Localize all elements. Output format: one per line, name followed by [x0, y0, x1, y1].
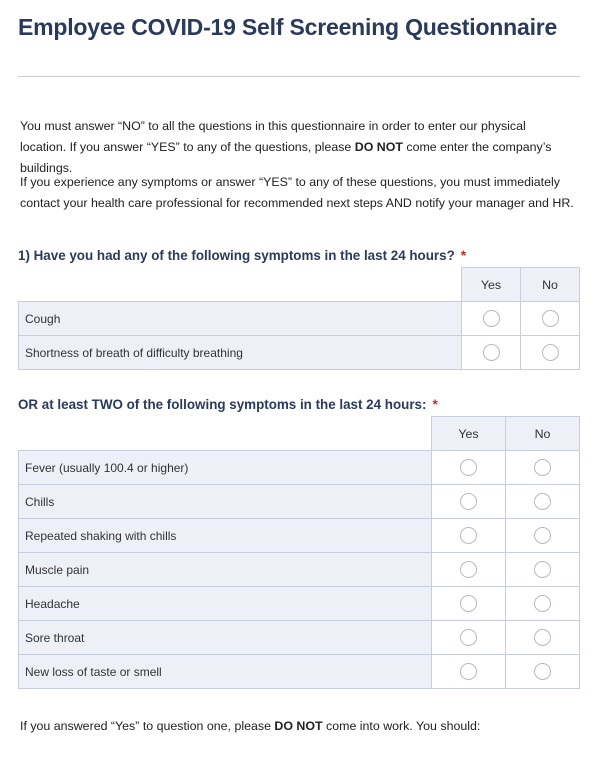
table-row: [19, 587, 580, 621]
radio-no[interactable]: [534, 493, 551, 510]
row-label: Repeated shaking with chills: [19, 519, 432, 553]
table-row: [19, 621, 580, 655]
footer-note-text-a: If you answered “Yes” to question one, please: [20, 719, 275, 733]
column-header-no: No: [506, 417, 580, 451]
radio-yes[interactable]: [483, 344, 500, 361]
row-label: Shortness of breath of difficulty breathing: [19, 336, 462, 370]
footer-note-text-b: come into work. You should:: [322, 719, 481, 733]
row-label: Cough: [19, 302, 462, 336]
row-label: New loss of taste or smell: [19, 655, 432, 689]
required-marker: *: [460, 248, 466, 263]
column-header-yes: Yes: [432, 417, 506, 451]
table-row: [19, 485, 580, 519]
page-title: Employee COVID-19 Self Screening Questionnaire: [18, 14, 558, 40]
footer-note: [20, 716, 575, 737]
footer-note-bold: DO NOT: [274, 719, 323, 733]
grid-corner: [19, 268, 462, 302]
radio-yes[interactable]: [460, 459, 477, 476]
question-1-grid: [18, 267, 580, 370]
question-2-title: [18, 397, 438, 412]
title-divider: [18, 76, 580, 77]
column-header-no: No: [521, 268, 580, 302]
intro-p1-text-b: come enter the company’s buildings.: [20, 140, 552, 175]
radio-yes[interactable]: [460, 493, 477, 510]
table-row: [19, 336, 580, 370]
question-2-text: OR at least TWO of the following symptoms in the last 24 hours:: [18, 397, 427, 412]
table-row: [19, 553, 580, 587]
radio-yes[interactable]: [460, 527, 477, 544]
radio-yes[interactable]: [483, 310, 500, 327]
table-row: [19, 519, 580, 553]
question-1-text: 1) Have you had any of the following symptoms in the last 24 hours?: [18, 248, 455, 263]
intro-paragraph-2: If you experience any symptoms or answer “YES” to any of these questions, you must immediately contact your health care professional for recommended next steps AND notify your manager and HR.: [20, 175, 574, 210]
radio-no[interactable]: [534, 527, 551, 544]
radio-no[interactable]: [534, 663, 551, 680]
intro-p1-text-a: You must answer “NO” to all the questions in this questionnaire in order to enter our physical location. If you answer “YES” to any of the questions, please: [20, 119, 526, 154]
row-label: Muscle pain: [19, 553, 432, 587]
radio-no[interactable]: [542, 310, 559, 327]
radio-yes[interactable]: [460, 595, 477, 612]
radio-no[interactable]: [534, 629, 551, 646]
column-header-yes: Yes: [462, 268, 521, 302]
question-2-grid: [18, 416, 580, 689]
radio-yes[interactable]: [460, 629, 477, 646]
row-label: Fever (usually 100.4 or higher): [19, 451, 432, 485]
intro-p1-bold: DO NOT: [354, 140, 403, 154]
question-1-title: [18, 248, 466, 263]
radio-yes[interactable]: [460, 663, 477, 680]
required-marker: *: [432, 397, 438, 412]
grid-corner: [19, 417, 432, 451]
radio-no[interactable]: [534, 595, 551, 612]
radio-no[interactable]: [534, 459, 551, 476]
row-label: Headache: [19, 587, 432, 621]
table-row: [19, 451, 580, 485]
row-label: Chills: [19, 485, 432, 519]
table-row: [19, 655, 580, 689]
radio-no[interactable]: [542, 344, 559, 361]
intro-paragraph-1: [20, 116, 575, 179]
table-row: [19, 302, 580, 336]
radio-yes[interactable]: [460, 561, 477, 578]
radio-no[interactable]: [534, 561, 551, 578]
row-label: Sore throat: [19, 621, 432, 655]
